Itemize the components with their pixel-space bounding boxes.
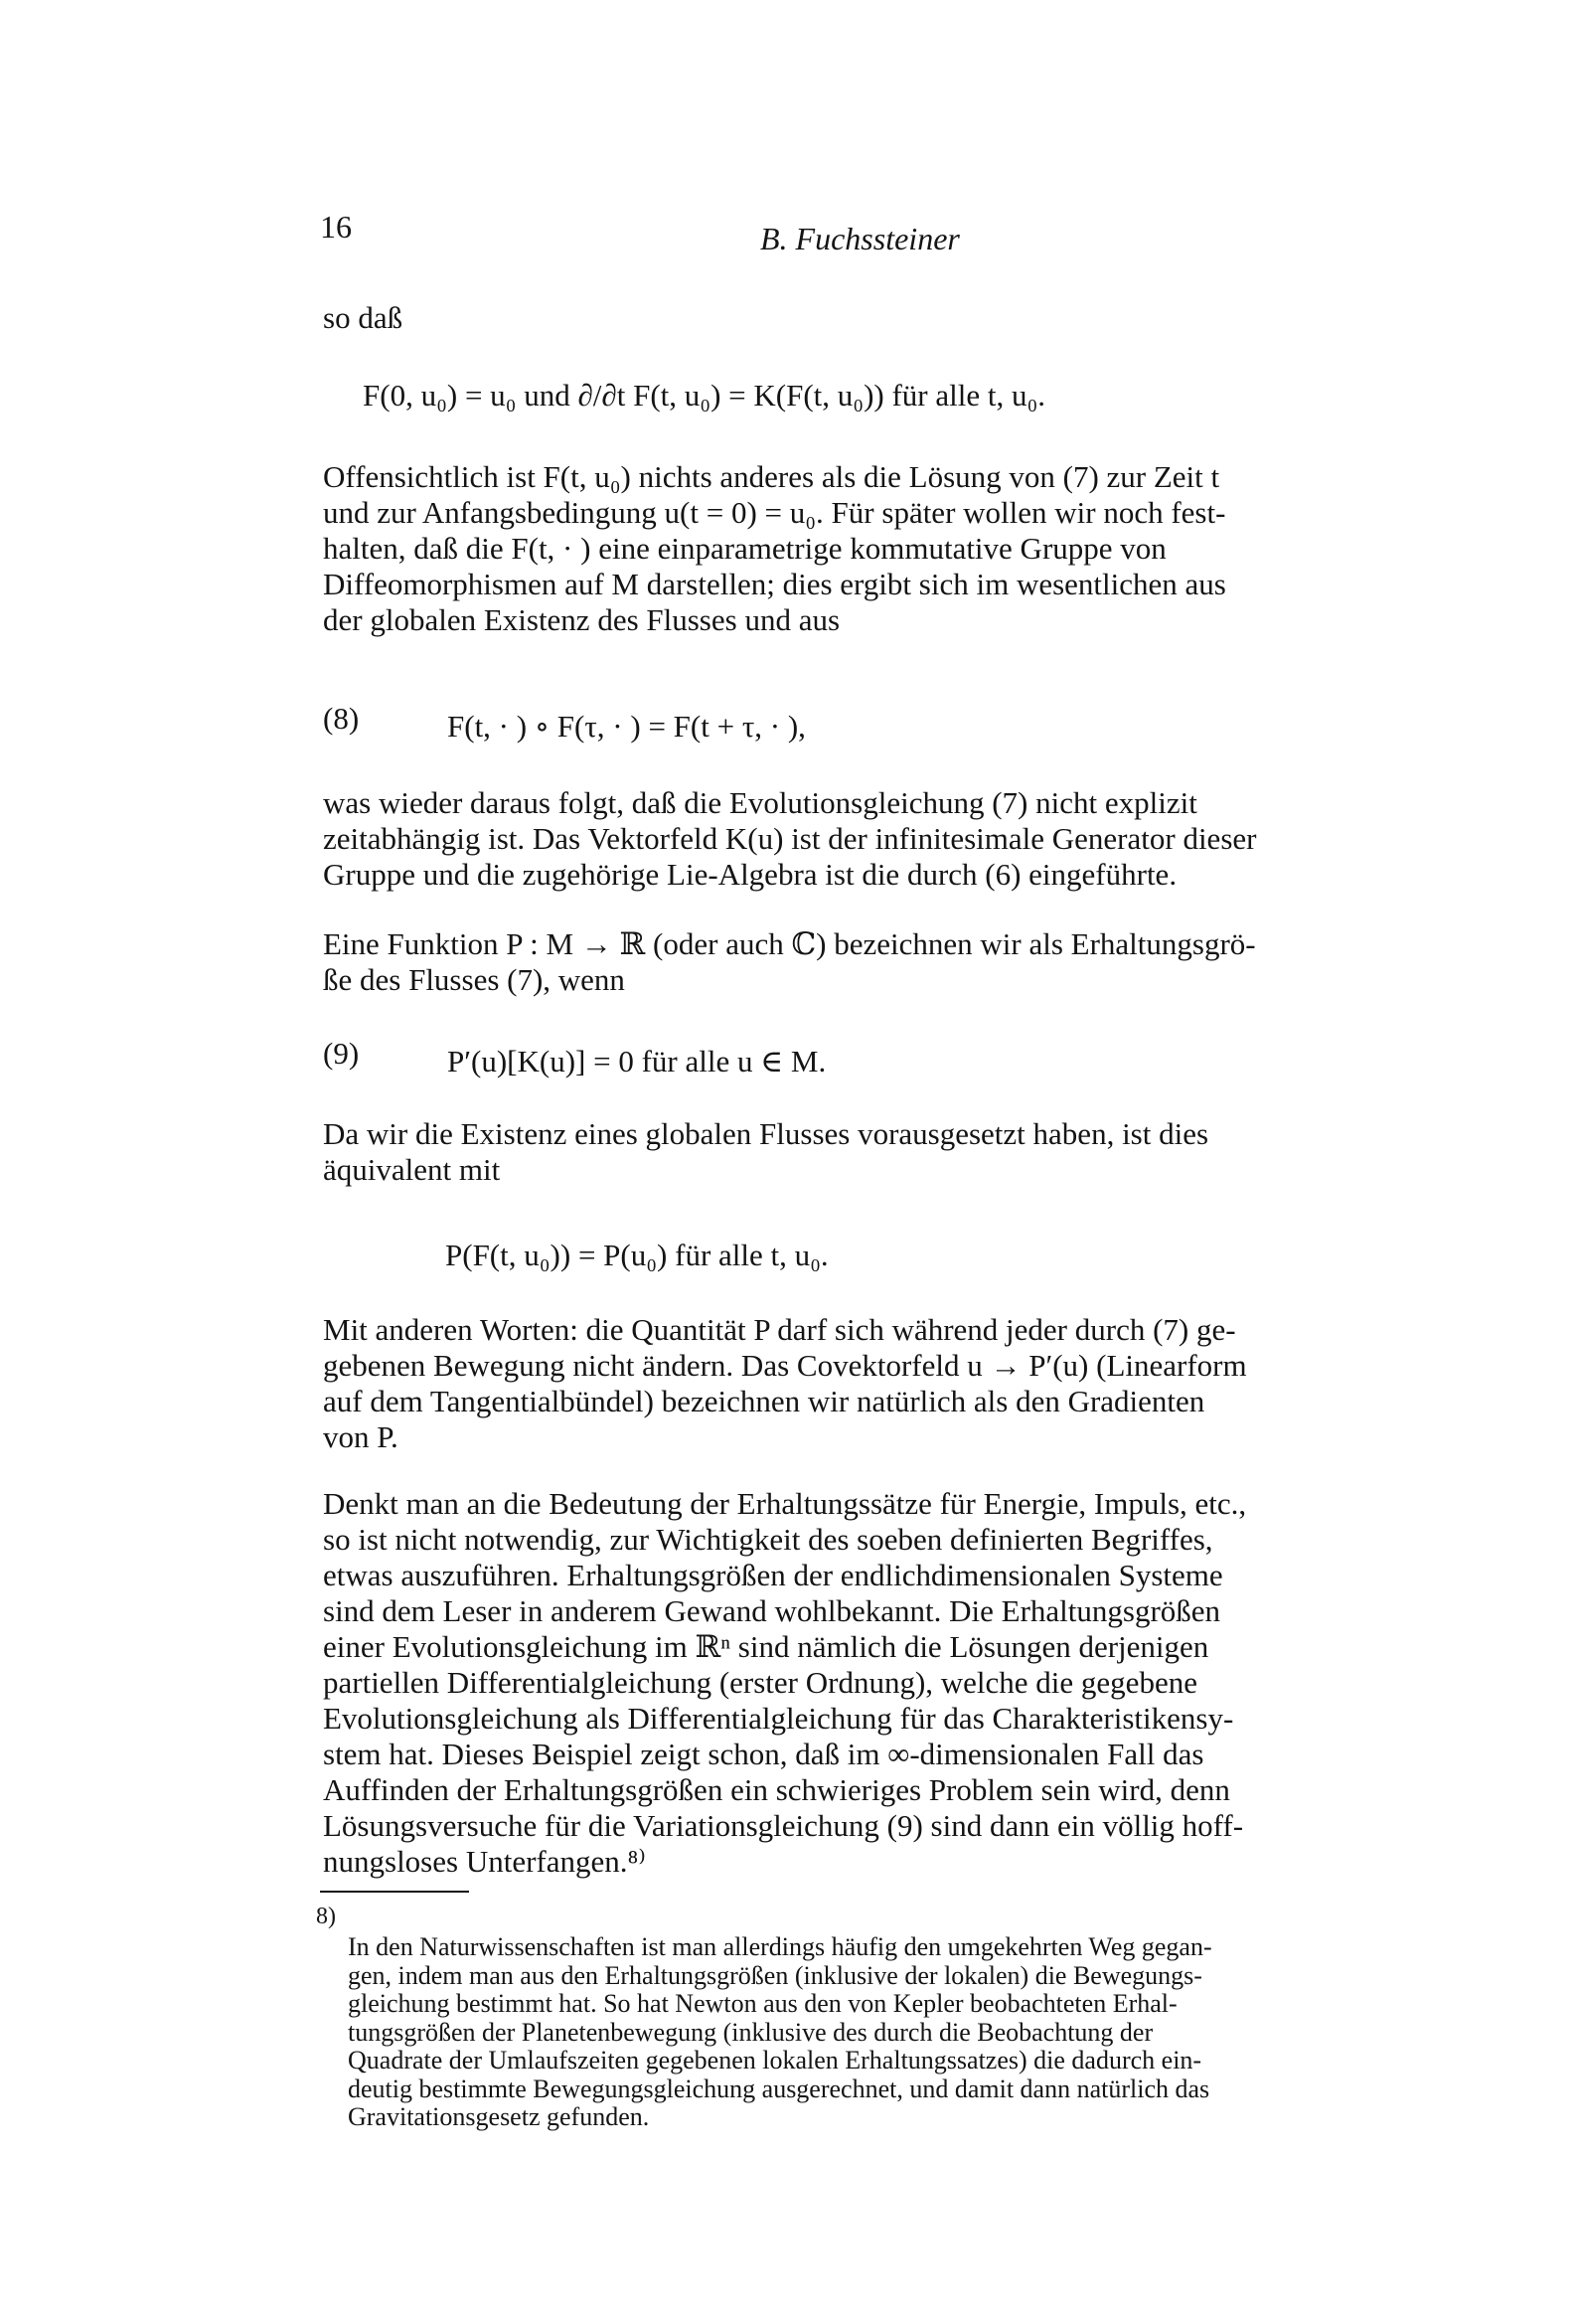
text-line: Denkt man an die Bedeutung der Erhaltungssätze für Energie, Impuls, etc., (323, 1486, 1247, 1521)
equation-8: F(t, · ) ∘ F(τ, · ) = F(t + τ, · ), (447, 709, 806, 744)
footnote-text (348, 1933, 1520, 2132)
text-line: Gruppe und die zugehörige Lie-Algebra ist die durch (6) eingeführte. (323, 857, 1178, 892)
formula-flow: F(0, u₀) = u₀ und ∂/∂t F(t, u₀) = K(F(t, u₀)) für alle t, u₀. (363, 378, 1046, 413)
paragraph-5 (323, 1312, 1486, 1455)
running-title: B. Fuchssteiner (760, 221, 960, 256)
text-line: partiellen Differentialgleichung (erster Ordnung), welche die gegebene (323, 1665, 1197, 1700)
text-line: sind dem Leser in anderem Gewand wohlbekannt. Die Erhaltungsgrößen (323, 1593, 1221, 1628)
footnote-line: gen, indem man aus den Erhaltungsgrößen (inklusive der lokalen) die Bewegungs- (348, 1960, 1202, 1990)
footnote-rule (320, 1891, 469, 1893)
text-line: der globalen Existenz des Flusses und aus (323, 602, 841, 637)
footnote-line: Gravitationsgesetz gefunden. (348, 2102, 650, 2131)
text-line: auf dem Tangentialbündel) bezeichnen wir natürlich als den Gradienten (323, 1384, 1205, 1418)
text-line: zeitabhängig ist. Das Vektorfeld K(u) ist der infinitesimale Generator dieser (323, 821, 1257, 856)
text-line: und zur Anfangsbedingung u(t = 0) = u₀. Für später wollen wir noch fest- (323, 495, 1226, 530)
equation-9: P′(u)[K(u)] = 0 für alle u ∈ M. (447, 1044, 827, 1079)
text-line: einer Evolutionsgleichung im ℝⁿ sind nämlich die Lösungen derjenigen (323, 1629, 1209, 1664)
text-line: Mit anderen Worten: die Quantität P darf sich während jeder durch (7) ge- (323, 1312, 1236, 1347)
equation-number-8: (8) (323, 701, 360, 736)
text-line: stem hat. Dieses Beispiel zeigt schon, daß im ∞-dimensionalen Fall das (323, 1737, 1204, 1771)
text-line: Eine Funktion P : M → ℝ (oder auch ℂ) bezeichnen wir als Erhaltungsgrö- (323, 926, 1256, 961)
footnote-marker: 8) (316, 1904, 336, 1929)
text-line: gebenen Bewegung nicht ändern. Das Covektorfeld u → P′(u) (Linearform (323, 1348, 1247, 1383)
paragraph-1 (323, 459, 1486, 638)
text-line: so ist nicht notwendig, zur Wichtigkeit des soeben definierten Begriffes, (323, 1522, 1213, 1557)
text-line: halten, daß die F(t, · ) eine einparametrige kommutative Gruppe von (323, 531, 1167, 566)
text-line: Offensichtlich ist F(t, u₀) nichts anderes als die Lösung von (7) zur Zeit t (323, 459, 1220, 494)
paragraph-4 (323, 1116, 1486, 1188)
text-line: Da wir die Existenz eines globalen Flusses vorausgesetzt haben, ist dies (323, 1116, 1209, 1151)
text-line: nungsloses Unterfangen.⁸⁾ (323, 1844, 646, 1879)
text-line: von P. (323, 1419, 398, 1454)
footnote-line: gleichung bestimmt hat. So hat Newton aus den von Kepler beobachteten Erhal- (348, 1989, 1178, 2018)
page-number: 16 (320, 209, 352, 245)
text-line: Auffinden der Erhaltungsgrößen ein schwieriges Problem sein wird, denn (323, 1772, 1230, 1807)
paragraph-6 (323, 1486, 1486, 1880)
text-line: Lösungsversuche für die Variationsgleichung (9) sind dann ein völlig hoff- (323, 1808, 1244, 1843)
footnote-line: deutig bestimmte Bewegungsgleichung ausgerechnet, und damit dann natürlich das (348, 2074, 1210, 2103)
footnote-line: In den Naturwissenschaften ist man allerdings häufig den umgekehrten Weg gegan- (348, 1932, 1212, 1961)
footnote-line: Quadrate der Umlaufszeiten gegebenen lokalen Erhaltungssatzes) die dadurch ein- (348, 2046, 1202, 2075)
text-line: äquivalent mit (323, 1152, 501, 1187)
text-line: ße des Flusses (7), wenn (323, 962, 625, 997)
footnote-line: tungsgrößen der Planetenbewegung (inklusive des durch die Beobachtung der (348, 2017, 1154, 2047)
text-line: Evolutionsgleichung als Differentialgleichung für das Charakteristikensy- (323, 1701, 1234, 1736)
equation-number-9: (9) (323, 1036, 360, 1071)
intro-text: so daß (323, 300, 403, 335)
paragraph-2 (323, 785, 1486, 893)
paragraph-3 (323, 926, 1486, 998)
text-line: Diffeomorphismen auf M darstellen; dies ergibt sich im wesentlichen aus (323, 567, 1226, 601)
text-line: etwas auszuführen. Erhaltungsgrößen der endlichdimensionalen Systeme (323, 1558, 1223, 1592)
formula-conserved-quantity: P(F(t, u₀)) = P(u₀) für alle t, u₀. (445, 1238, 829, 1272)
text-line: was wieder daraus folgt, daß die Evolutionsgleichung (7) nicht explizit (323, 785, 1197, 820)
